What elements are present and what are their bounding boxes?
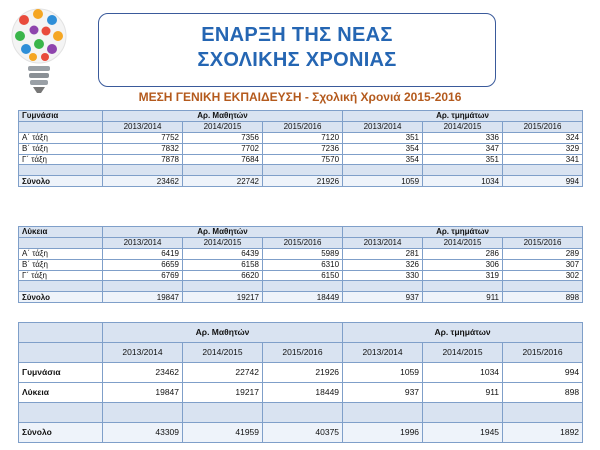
year-header: 2014/2015 [183,237,263,248]
cell: 341 [503,154,583,165]
cell: 306 [423,259,503,270]
year-header: 2014/2015 [423,121,503,132]
cell: 898 [503,292,583,303]
cell: 7356 [183,132,263,143]
total-row [19,423,583,443]
cell: 7120 [263,132,343,143]
table-row [19,259,583,270]
cell: 19217 [183,292,263,303]
cell: 911 [423,383,503,403]
cell: 289 [503,248,583,259]
cell: 7570 [263,154,343,165]
gymnasia-table [18,110,583,187]
table-row [19,363,583,383]
subtitle: ΜΕΣΗ ΓΕΝΙΚΗ ΕΚΠΑΙΔΕΥΣΗ - Σχολική Χρονιά 2015-2016 [138,90,462,104]
students-header: Αρ. Μαθητών [103,323,343,343]
cell: 40375 [263,423,343,443]
cell: 1059 [343,363,423,383]
total-row [19,176,583,187]
table-label: Γυμνάσια [19,111,103,122]
cell: 351 [423,154,503,165]
row-label: Γυμνάσια [19,363,103,383]
blank-row [19,403,583,423]
cell: 330 [343,270,423,281]
title-box [98,13,496,87]
table-label: Λύκεια [19,227,103,238]
cell: 18449 [263,383,343,403]
year-header: 2015/2016 [263,237,343,248]
cell: 6419 [103,248,183,259]
row-label: Γ΄ τάξη [19,270,103,281]
cell: 43309 [103,423,183,443]
year-header: 2013/2014 [103,343,183,363]
year-header: 2013/2014 [343,121,423,132]
cell: 994 [503,176,583,187]
cell: 307 [503,259,583,270]
cell: 911 [423,292,503,303]
cell: 6659 [103,259,183,270]
cell: 6439 [183,248,263,259]
table-row [19,132,583,143]
table-header-row [19,227,583,238]
row-label: Α΄ τάξη [19,248,103,259]
cell: 1892 [503,423,583,443]
cell: 281 [343,248,423,259]
cell: 18449 [263,292,343,303]
cell: 19847 [103,383,183,403]
cell: 336 [423,132,503,143]
table-row [19,383,583,403]
year-header: 2015/2016 [503,121,583,132]
table-row [19,270,583,281]
cell: 351 [343,132,423,143]
cell: 6158 [183,259,263,270]
cell: 1996 [343,423,423,443]
lykeia-table [18,226,583,303]
cell: 1059 [343,176,423,187]
cell: 6150 [263,270,343,281]
blank-row [19,165,583,176]
row-label: Α΄ τάξη [19,132,103,143]
year-header: 2015/2016 [503,237,583,248]
table-row [19,154,583,165]
year-header: 2014/2015 [183,121,263,132]
cell: 7236 [263,143,343,154]
cell: 23462 [103,176,183,187]
cell: 1034 [423,363,503,383]
table-header-row [19,111,583,122]
cell: 319 [423,270,503,281]
cell: 994 [503,363,583,383]
cell: 326 [343,259,423,270]
year-header: 2013/2014 [343,237,423,248]
cell: 6310 [263,259,343,270]
cell: 21926 [263,363,343,383]
cell: 23462 [103,363,183,383]
cell: 21926 [263,176,343,187]
cell: 7684 [183,154,263,165]
year-header: 2014/2015 [423,237,503,248]
table-header-row [19,323,583,343]
cell: 1034 [423,176,503,187]
year-header: 2013/2014 [103,121,183,132]
sections-header: Αρ. τμημάτων [343,111,583,122]
cell: 6769 [103,270,183,281]
cell: 7832 [103,143,183,154]
year-header: 2013/2014 [103,237,183,248]
students-header: Αρ. Μαθητών [103,227,343,238]
row-label: Γ΄ τάξη [19,154,103,165]
row-label: Β΄ τάξη [19,259,103,270]
cell: 354 [343,143,423,154]
cell: 5989 [263,248,343,259]
total-label: Σύνολο [19,176,103,187]
title-line-2: ΣΧΟΛΙΚΗΣ ΧΡΟΝΙΑΣ [197,49,397,71]
cell: 1945 [423,423,503,443]
cell: 6620 [183,270,263,281]
cell: 22742 [183,176,263,187]
students-header: Αρ. Μαθητών [103,111,343,122]
lightbulb-logo-icon [10,4,68,100]
year-header: 2015/2016 [503,343,583,363]
sections-header: Αρ. τμημάτων [343,323,583,343]
cell: 7702 [183,143,263,154]
year-header: 2014/2015 [423,343,503,363]
cell: 286 [423,248,503,259]
cell: 7878 [103,154,183,165]
cell: 19847 [103,292,183,303]
cell: 302 [503,270,583,281]
table-row [19,248,583,259]
blank-row [19,281,583,292]
cell: 937 [343,292,423,303]
cell: 7752 [103,132,183,143]
table-row [19,143,583,154]
title-line-1: ΕΝΑΡΞΗ ΤΗΣ ΝΕΑΣ [201,24,393,46]
year-header: 2015/2016 [263,121,343,132]
row-label: Β΄ τάξη [19,143,103,154]
total-row [19,292,583,303]
year-header: 2013/2014 [343,343,423,363]
cell: 324 [503,132,583,143]
total-label: Σύνολο [19,292,103,303]
year-header: 2014/2015 [183,343,263,363]
summary-table [18,322,583,443]
cell: 19217 [183,383,263,403]
year-header-row [19,121,583,132]
sections-header: Αρ. τμημάτων [343,227,583,238]
cell: 22742 [183,363,263,383]
year-header: 2015/2016 [263,343,343,363]
year-header-row [19,237,583,248]
cell: 329 [503,143,583,154]
year-header-row [19,343,583,363]
cell: 41959 [183,423,263,443]
cell: 898 [503,383,583,403]
cell: 937 [343,383,423,403]
cell: 347 [423,143,503,154]
row-label: Λύκεια [19,383,103,403]
total-label: Σύνολο [19,423,103,443]
cell: 354 [343,154,423,165]
